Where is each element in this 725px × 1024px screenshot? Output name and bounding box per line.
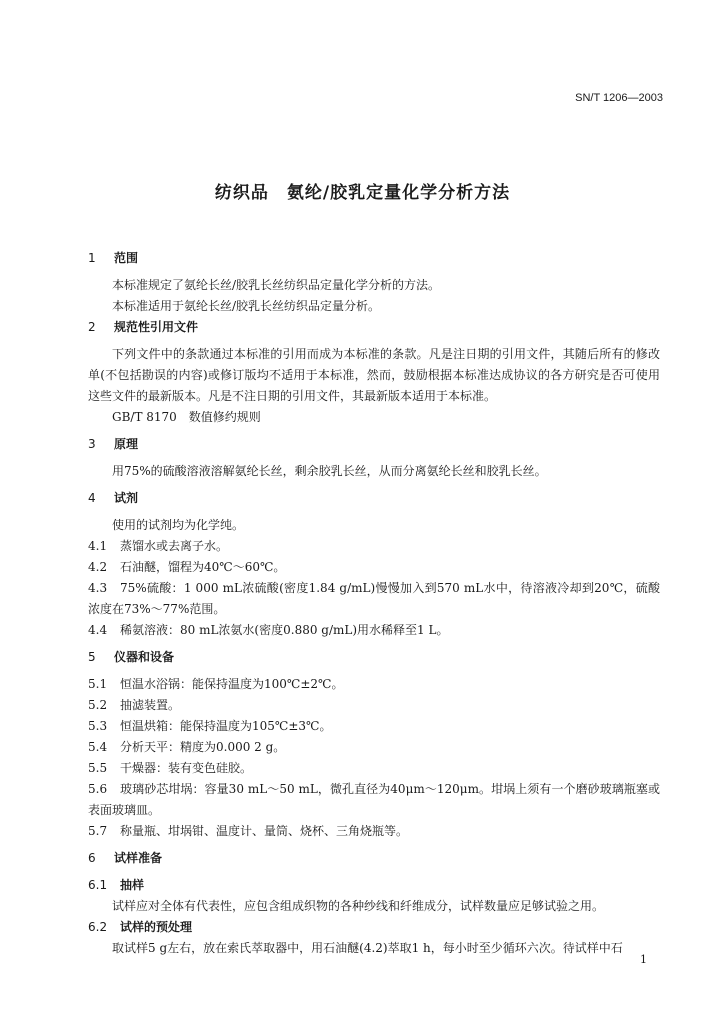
clause-item	[88, 578, 660, 620]
clause-item	[88, 821, 660, 842]
section-title: 仪器和设备	[114, 650, 175, 664]
section-3-paragraph: 用75%的硫酸溶液溶解氨纶长丝，剩余胶乳长丝，从而分离氨纶长丝和胶乳长丝。	[112, 464, 547, 478]
clause-item	[88, 695, 660, 716]
clause-number: 5.1	[88, 677, 108, 691]
section-1-paragraph: 本标准适用于氨纶长丝/胶乳长丝纺织品定量分析。	[112, 299, 381, 313]
subsection-heading	[88, 917, 660, 938]
clause-text: 恒温水浴锅：能保持温度为100℃±2℃。	[120, 677, 344, 691]
clause-text: 玻璃砂芯坩埚：容量30 mL～50 mL，微孔直径为40μm～120μm。坩埚上须有一个磨砂玻璃瓶塞或表面玻璃皿。	[88, 782, 660, 817]
subsection-heading	[88, 875, 660, 896]
section-title: 试剂	[114, 491, 139, 505]
clause-number: 4.1	[88, 539, 108, 553]
clause-number: 5.7	[88, 824, 108, 838]
normative-reference: GB/T 8170 数值修约规则	[112, 410, 261, 424]
clause-number: 5.4	[88, 740, 108, 754]
clause-item	[88, 737, 660, 758]
clause-text: 75%硫酸：1 000 mL浓硫酸(密度1.84 g/mL)慢慢加入到570 mL水中，待溶液冷却到20℃，硫酸浓度在73%～77%范围。	[88, 581, 660, 616]
clause-item	[88, 674, 660, 695]
clause-text: 蒸馏水或去离子水。	[120, 539, 229, 553]
section-2-heading	[88, 317, 660, 338]
subsection-paragraph: 试样应对全体有代表性，应包含组成织物的各种纱线和纤维成分，试样数量应足够试验之用。	[112, 899, 605, 913]
subsection-paragraph: 取试样5 g左右，放在索氏萃取器中，用石油醚(4.2)萃取1 h，每小时至少循环六次。待试样中石	[112, 941, 623, 955]
section-number: 6	[88, 851, 96, 865]
section-3-heading	[88, 434, 660, 455]
clause-number: 5.2	[88, 698, 108, 712]
subsection-number: 6.1	[88, 878, 108, 892]
clause-item	[88, 557, 660, 578]
section-1-heading	[88, 248, 660, 269]
clause-text: 干燥器：装有变色硅胶。	[120, 761, 253, 775]
clause-text: 抽滤装置。	[120, 698, 181, 712]
section-title: 原理	[114, 437, 139, 451]
section-title: 试样准备	[114, 851, 163, 865]
clause-item	[88, 716, 660, 737]
clause-text: 分析天平：精度为0.000 2 g。	[120, 740, 286, 754]
subsection-number: 6.2	[88, 920, 108, 934]
section-4-paragraph: 使用的试剂均为化学纯。	[112, 518, 245, 532]
section-1-paragraph: 本标准规定了氨纶长丝/胶乳长丝纺织品定量化学分析的方法。	[112, 278, 441, 292]
standard-code: SN/T 1206—2003	[575, 92, 663, 104]
section-title: 范围	[114, 251, 139, 265]
section-number: 3	[88, 437, 96, 451]
section-5-heading	[88, 647, 660, 668]
clause-number: 5.6	[88, 782, 108, 796]
section-2-paragraph: 下列文件中的条款通过本标准的引用而成为本标准的条款。凡是注日期的引用文件，其随后所有的修改单(不包括勘误的内容)或修订版均不适用于本标准，然而，鼓励根据本标准达成协议的各方研究是否可使用这些文件的最新版本。凡是不注日期的引用文件，其最新版本适用于本标准。	[88, 347, 660, 403]
section-number: 2	[88, 320, 96, 334]
clause-number: 4.2	[88, 560, 108, 574]
subsection-title: 抽样	[120, 878, 145, 892]
clause-text: 石油醚，馏程为40℃～60℃。	[120, 560, 286, 574]
clause-number: 5.5	[88, 761, 108, 775]
section-number: 5	[88, 650, 96, 664]
document-body	[88, 248, 660, 959]
clause-text: 恒温烘箱：能保持温度为105℃±3℃。	[120, 719, 332, 733]
clause-number: 4.4	[88, 623, 108, 637]
section-number: 4	[88, 491, 96, 505]
clause-number: 5.3	[88, 719, 108, 733]
clause-item	[88, 620, 660, 641]
clause-item	[88, 758, 660, 779]
section-number: 1	[88, 251, 96, 265]
section-title: 规范性引用文件	[114, 320, 199, 334]
clause-text: 称量瓶、坩埚钳、温度计、量筒、烧杯、三角烧瓶等。	[120, 824, 409, 838]
section-6-heading	[88, 848, 660, 869]
page-number: 1	[640, 953, 647, 966]
clause-item	[88, 779, 660, 821]
section-4-heading	[88, 488, 660, 509]
clause-number: 4.3	[88, 581, 108, 595]
clause-item	[88, 536, 660, 557]
subsection-title: 试样的预处理	[120, 920, 193, 934]
document-title: 纺织品 氨纶/胶乳定量化学分析方法	[214, 183, 511, 203]
clause-text: 稀氨溶液：80 mL浓氨水(密度0.880 g/mL)用水稀释至1 L。	[120, 623, 449, 637]
